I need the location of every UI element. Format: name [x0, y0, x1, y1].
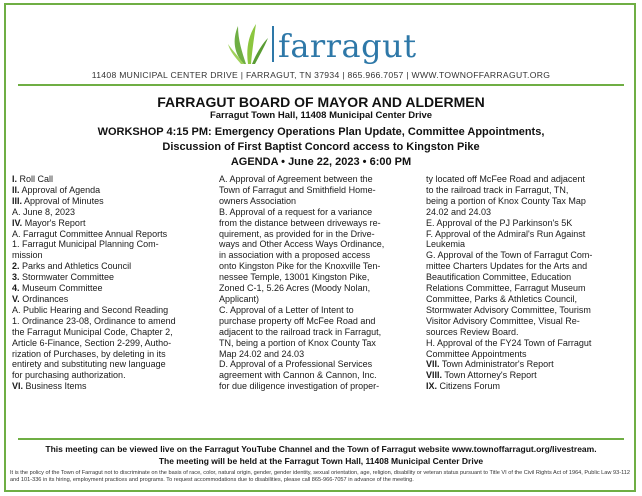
logo-text: farragut	[278, 27, 417, 65]
agenda-item	[426, 294, 630, 305]
agenda-item	[426, 229, 630, 240]
item-text: rization of Purchases, by deleting in its	[12, 348, 166, 359]
agenda-item	[12, 294, 212, 305]
item-text: for purchasing authorization.	[12, 370, 126, 381]
item-number: IX.	[426, 381, 438, 392]
agenda-column-1	[12, 174, 212, 392]
workshop-line-1: WORKSHOP 4:15 PM: Emergency Operations Plan Update, Committee Appointments,	[97, 126, 545, 138]
agenda-item	[12, 283, 212, 294]
agenda-line: AGENDA • June 22, 2023 • 6:00 PM	[230, 156, 412, 168]
address-line: 11408 MUNICIPAL CENTER DRIVE | FARRAGUT, TN 37934 | 865.966.7057 | WWW.TOWNOFFARRAGUT.ORG	[91, 70, 551, 80]
item-text: to the railroad track in Farragut, TN,	[426, 184, 569, 195]
agenda-item	[426, 239, 630, 250]
item-text: 24.02 and 24.03	[426, 206, 492, 217]
agenda-item: Applicant)	[219, 293, 260, 304]
item-text: Roll Call	[19, 174, 54, 184]
agenda-item	[12, 359, 212, 370]
item-number: III.	[12, 195, 23, 206]
agenda-item	[426, 174, 630, 185]
agenda-item	[12, 185, 212, 196]
item-text: Beautification Committee, Education	[426, 272, 572, 283]
workshop-line-2: Discussion of First Baptist Concord access to Kingston Pike	[162, 141, 480, 153]
item-text: A. Farragut Committee Annual Reports	[12, 228, 168, 239]
item-text: Parks and Athletics Council	[22, 261, 132, 272]
agenda-item	[12, 370, 212, 381]
agenda-item: Town of Farragut and Smithfield Home-	[219, 184, 376, 195]
item-number: 2.	[12, 261, 20, 272]
agenda-item	[426, 185, 630, 196]
meeting-location-notice: The meeting will be held at the Farragut Town Hall, 11408 Municipal Center Drive	[158, 456, 484, 466]
item-text: A. Public Hearing and Second Reading	[12, 304, 169, 315]
agenda-item	[12, 196, 212, 207]
item-text: Stormwater Advisory Committee, Tourism	[426, 304, 591, 315]
agenda-item	[426, 261, 630, 272]
item-text: Committee Appointments	[426, 348, 527, 359]
disclaimer: It is the policy of the Town of Farragut not to discriminate on the basis of race, color, natural origin, gender, gender identity, sexual orientation, age, religion, disability or veteran status pursuant to Title VI of the Civil Rights Act of 1964, Public Law 93-112 and 101-336 in its hiring, employment practices and programs. To request accommodations due to disabilities, please call 865-966-7057 in advance of the meeting.	[10, 470, 631, 483]
agenda-item	[12, 207, 212, 218]
agenda-item: nessee Temple, 13001 Kingston Pike,	[219, 272, 370, 283]
item-text: mission	[12, 250, 43, 261]
agenda-item	[12, 349, 212, 360]
item-text: Stormwater Committee	[22, 272, 115, 283]
agenda-item	[426, 218, 630, 229]
item-text: Mayor's Report	[24, 217, 86, 228]
livestream-notice: This meeting can be viewed live on the Farragut YouTube Channel and the Town of Farragut website www.townoffarragut.org/livestream.	[45, 444, 597, 454]
agenda-item	[12, 381, 212, 392]
agenda-item	[12, 305, 212, 316]
agenda-item	[426, 359, 630, 370]
agenda-column-2	[219, 174, 415, 392]
agenda-item	[426, 370, 630, 381]
agenda-item: A. Approval of Agreement between the	[219, 174, 373, 184]
item-text: Visitor Advisory Committee, Visual Re-	[426, 315, 580, 326]
agenda-item	[426, 316, 630, 327]
agenda-item: ways and Other Access Ways Ordinance,	[219, 239, 385, 250]
agenda-item	[12, 338, 212, 349]
agenda-item	[426, 196, 630, 207]
item-text: Relations Committee, Farragut Museum	[426, 283, 586, 294]
item-text: Museum Committee	[22, 283, 103, 294]
item-text: E. Approval of the PJ Parkinson's 5K	[426, 217, 573, 228]
agenda-item	[12, 327, 212, 338]
item-text: mittee Charters Updates for the Arts and	[426, 261, 588, 272]
agenda-item	[426, 381, 630, 392]
agenda-item: for due diligence investigation of proper-	[219, 381, 380, 392]
agenda-item	[12, 250, 212, 261]
item-number: IV.	[12, 217, 23, 228]
agenda-item: from the distance between driveways re-	[219, 217, 381, 228]
item-number: V.	[12, 293, 20, 304]
item-text: G. Approval of the Town of Farragut Com-	[426, 250, 593, 261]
agenda-item: TN, being a portion of Knox County Tax	[219, 337, 376, 348]
agenda-item	[12, 229, 212, 240]
agenda-item	[12, 261, 212, 272]
item-number: VIII.	[426, 370, 443, 381]
item-text: Business Items	[25, 381, 87, 392]
item-number: 3.	[12, 272, 20, 283]
item-text: entirety and substituting new language	[12, 359, 166, 370]
divider	[18, 84, 624, 86]
item-text: F. Approval of the Admiral's Run Against	[426, 228, 586, 239]
item-number: II.	[12, 184, 20, 195]
item-text: A. June 8, 2023	[12, 206, 76, 217]
item-text: Ordinances	[22, 293, 69, 304]
farragut-logo	[226, 20, 426, 70]
footer-divider	[18, 438, 624, 440]
item-text: sources Review Board.	[426, 326, 519, 337]
page-subtitle: Farragut Town Hall, 11408 Municipal Center Drive	[209, 110, 433, 121]
agenda-item	[12, 272, 212, 283]
item-text: Town Attorney's Report	[444, 370, 537, 381]
agenda-item	[426, 338, 630, 349]
agenda-item: purchase property off McFee Road and	[219, 315, 376, 326]
item-text: 1. Ordinance 23-08, Ordinance to amend	[12, 315, 176, 326]
item-text: the Farragut Municipal Code, Chapter 2,	[12, 326, 173, 337]
agenda-item	[426, 305, 630, 316]
agenda-item	[12, 174, 212, 185]
agenda-item: quirement, as provided for in the Drive-	[219, 228, 375, 239]
item-text: H. Approval of the FY24 Town of Farragut	[426, 337, 592, 348]
item-text: 1. Farragut Municipal Planning Com-	[12, 239, 159, 250]
agenda-item: Zoned C-1, 5.26 Acres (Moody Nolan,	[219, 283, 371, 294]
agenda-item: adjacent to the railroad track in Farragut,	[219, 326, 382, 337]
agenda-item: C. Approval of a Letter of Intent to	[219, 304, 354, 315]
item-text: ty located off McFee Road and adjacent	[426, 174, 585, 184]
item-number: 4.	[12, 283, 20, 294]
agenda-item: in association with a proposed access	[219, 250, 371, 261]
agenda-item	[12, 316, 212, 327]
agenda-item: B. Approval of a request for a variance	[219, 206, 373, 217]
agenda-item	[426, 283, 630, 294]
agenda-item	[426, 349, 630, 360]
agenda-item: onto Kingston Pike for the Knoxville Ten-	[219, 261, 381, 272]
item-text: being a portion of Knox County Tax Map	[426, 195, 586, 206]
agenda-item	[12, 218, 212, 229]
agenda-item	[426, 327, 630, 338]
page-title: FARRAGUT BOARD OF MAYOR AND ALDERMEN	[157, 94, 485, 110]
agenda-item: agreement with Cannon & Cannon, Inc.	[219, 370, 377, 381]
agenda-item: Map 24.02 and 24.03	[219, 348, 305, 359]
agenda-item	[426, 207, 630, 218]
item-text: Town Administrator's Report	[441, 359, 554, 370]
item-number: VI.	[12, 381, 24, 392]
agenda-item	[426, 272, 630, 283]
item-number: VII.	[426, 359, 440, 370]
item-text: Committee, Parks & Athletics Council,	[426, 293, 578, 304]
item-text: Approval of Minutes	[24, 195, 104, 206]
agenda-item	[426, 250, 630, 261]
agenda-column-3	[426, 174, 630, 392]
logo-divider	[272, 26, 274, 62]
item-text: Citizens Forum	[439, 381, 501, 392]
item-number: I.	[12, 174, 18, 184]
item-text: Leukemia	[426, 239, 466, 250]
leaf-icon	[226, 20, 270, 66]
agenda-item	[12, 239, 212, 250]
agenda-item: owners Association	[219, 195, 297, 206]
agenda-item: D. Approval of a Professional Services	[219, 359, 373, 370]
item-text: Article 6-Finance, Section 2-299, Autho-	[12, 337, 172, 348]
item-text: Approval of Agenda	[21, 184, 101, 195]
